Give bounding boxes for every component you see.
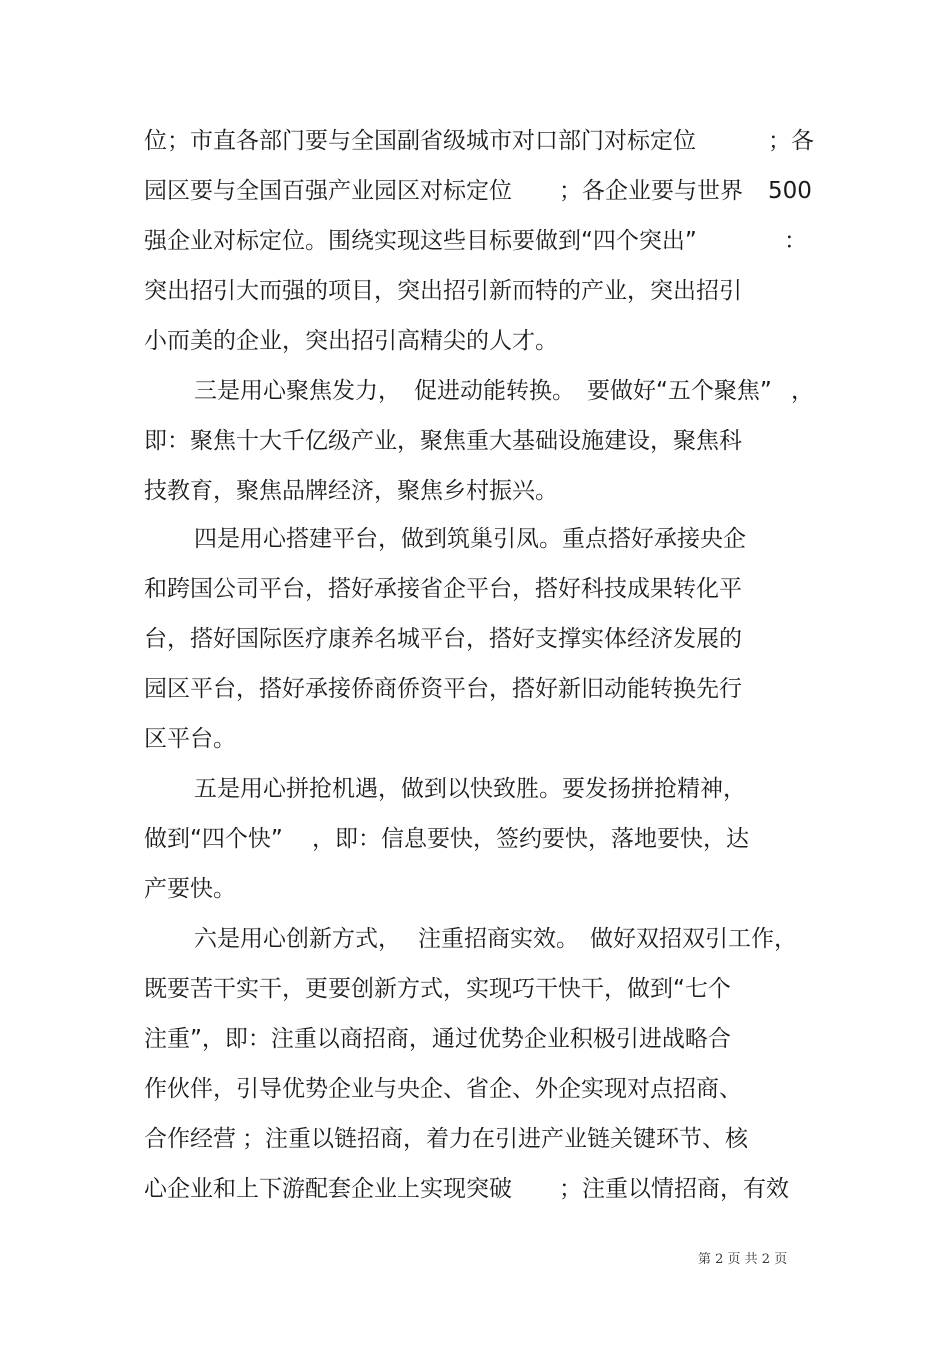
line-21-part-1: 合作经营 <box>144 1126 236 1152</box>
line-6-part-2: 促进动能转换。 <box>414 378 575 404</box>
line-1-part-2: ；各 <box>768 128 814 154</box>
line-17-part-3: 做好双招双引工作， <box>590 926 797 952</box>
line-7: 即：聚焦十大千亿级产业，聚焦重大基础设施建设，聚焦科 <box>144 428 742 454</box>
line-14: 五是用心拼抢机遇，做到以快致胜。要发扬拼抢精神， <box>194 776 746 802</box>
page-number-footer: 第 2 页 共 2 页 <box>698 1252 788 1267</box>
line-8: 技教育，聚焦品牌经济，聚焦乡村振兴。 <box>144 478 558 504</box>
line-5: 小而美的企业，突出招引高精尖的人才。 <box>144 328 558 354</box>
line-2-part-3: 500 <box>768 178 812 204</box>
line-19: 注重”，即：注重以商招商，通过优势企业积极引进战略合 <box>144 1026 731 1052</box>
line-13: 区平台。 <box>144 726 236 752</box>
line-2-part-1: 园区要与全国百强产业园区对标定位 <box>144 178 512 204</box>
line-20: 作伙伴，引导优势企业与央企、省企、外企实现对点招商、 <box>144 1076 742 1102</box>
line-3-part-1: 强企业对标定位。围绕实现这些目标要做到“四个突出” <box>144 228 697 254</box>
line-18: 既要苦干实干，更要创新方式，实现巧干快干，做到“七个 <box>144 976 731 1002</box>
line-15-part-2: ，即：信息要快，签约要快，落地要快，达 <box>312 826 749 852</box>
line-10: 和跨国公司平台，搭好承接省企平台，搭好科技成果转化平 <box>144 576 742 602</box>
line-22-part-2: ；注重以情招商，有效 <box>559 1176 789 1202</box>
line-9: 四是用心搭建平台，做到筑巢引凤。重点搭好承接央企 <box>194 526 746 552</box>
line-12: 园区平台，搭好承接侨商侨资平台，搭好新旧动能转换先行 <box>144 676 742 702</box>
line-21-part-2: ；注重以链招商，着力在引进产业链关键环节、核 <box>242 1126 748 1152</box>
line-4: 突出招引大而强的项目，突出招引新而特的产业，突出招引 <box>144 278 742 304</box>
line-17-part-2: 注重招商实效。 <box>418 926 579 952</box>
line-6-part-4: ， <box>791 378 814 404</box>
line-6-part-3: 要做好“五个聚焦” <box>587 378 772 404</box>
line-15-part-1: 做到“四个快” <box>144 826 283 852</box>
line-17-part-1: 六是用心创新方式， <box>194 926 401 952</box>
line-16: 产要快。 <box>144 876 236 902</box>
line-22-part-1: 心企业和上下游配套企业上实现突破 <box>144 1176 512 1202</box>
line-1-part-1: 位；市直各部门要与全国副省级城市对口部门对标定位 <box>144 128 696 154</box>
line-3-part-2: ： <box>784 228 807 254</box>
line-6-part-1: 三是用心聚焦发力， <box>194 378 401 404</box>
line-2-part-2: ；各企业要与世界 <box>559 178 743 204</box>
line-11: 台，搭好国际医疗康养名城平台，搭好支撑实体经济发展的 <box>144 626 742 652</box>
